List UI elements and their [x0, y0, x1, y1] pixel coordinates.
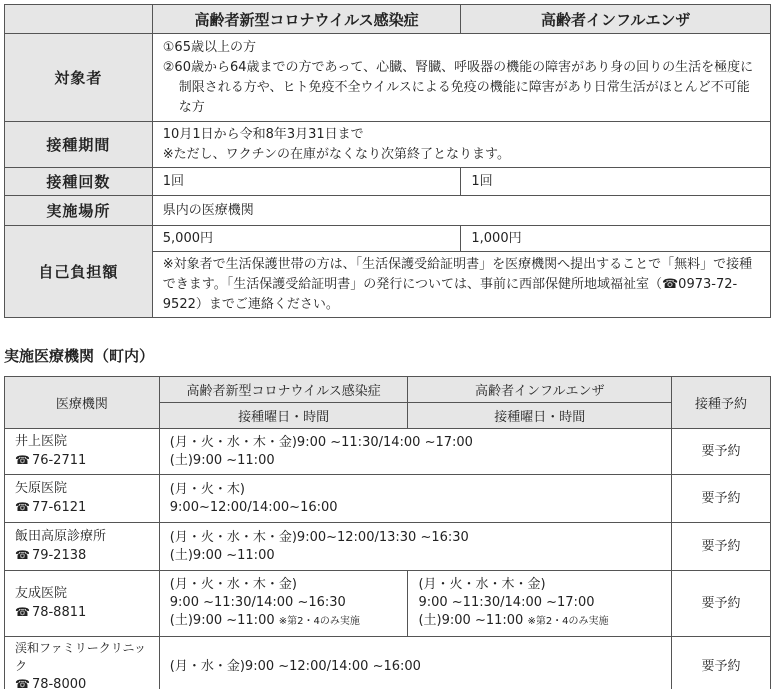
hours-line-2: 9:00 ~11:30/14:00 ~16:30 [169, 595, 346, 610]
count-covid: 1回 [152, 168, 461, 196]
header-sub-covid: 接種曜日・時間 [159, 403, 408, 429]
header-flu-clinic: 高齢者インフルエンザ [408, 377, 672, 403]
hours-line-1: (月・火・水・木・金) [418, 577, 546, 592]
hours-note: ※第2・4のみ実施 [527, 616, 609, 627]
header-flu: 高齢者インフルエンザ [461, 5, 771, 34]
table-row [5, 429, 771, 475]
clinic-name: 井上医院 [15, 434, 68, 449]
hours-note: ※第2・4のみ実施 [278, 616, 360, 627]
clinic-tel: 78-8811 [31, 605, 87, 620]
clinic-cell [5, 571, 160, 637]
count-flu: 1回 [461, 168, 771, 196]
target-line-1: ①65歳以上の方 [162, 39, 256, 55]
clinic-tel: 78-8000 [31, 677, 87, 689]
hours-cell [159, 523, 671, 571]
reserve-cell: 要予約 [672, 475, 771, 523]
hours-line-2: (土)9:00 ~11:00 [169, 452, 275, 468]
clinic-name: 友成医院 [15, 586, 68, 601]
phone-icon: ☎ [15, 500, 30, 514]
hours-line-1: (月・火・木) [169, 481, 245, 497]
vaccination-info-table [4, 4, 771, 318]
hours-line-3: (土)9:00 ~11:00 [169, 613, 275, 628]
hours-line-2: (土)9:00 ~11:00 [169, 547, 275, 563]
clinic-tel: 79-2138 [31, 548, 87, 563]
clinic-cell [5, 475, 160, 523]
hours-line-1: (月・火・水・木・金)9:00~12:00/13:30 ~16:30 [169, 529, 469, 545]
period-value [152, 122, 770, 168]
hours-line-1: (月・火・水・木・金)9:00 ~11:30/14:00 ~17:00 [169, 434, 473, 450]
clinic-name: 渓和ファミリークリニック [15, 641, 147, 673]
header-reserve: 接種予約 [672, 377, 771, 429]
table-row [5, 637, 771, 689]
cost-flu: 1,000円 [461, 226, 771, 252]
section-title: 実施医療機関（町内） [4, 347, 155, 365]
hours-cell [159, 637, 671, 689]
header-clinic: 医療機関 [5, 377, 160, 429]
table-row [5, 571, 771, 637]
target-value [152, 34, 770, 122]
hours-cell [159, 429, 671, 475]
phone-icon: ☎ [15, 453, 30, 467]
period-line-1: 10月1日から令和8年3月31日まで [162, 126, 364, 142]
cost-label: 自己負担額 [5, 226, 153, 318]
hours-cell [159, 475, 671, 523]
header-blank [5, 5, 153, 34]
hours-line-2: 9:00 ~11:30/14:00 ~17:00 [418, 595, 595, 610]
place-value: 県内の医療機関 [152, 196, 770, 226]
reserve-cell: 要予約 [672, 523, 771, 571]
hours-line-2: 9:00~12:00/14:00~16:00 [169, 499, 338, 515]
target-label: 対象者 [5, 34, 153, 122]
phone-icon: ☎ [15, 548, 30, 562]
clinic-cell [5, 637, 160, 689]
clinic-tel: 77-6121 [31, 500, 87, 515]
hours-cell-covid [159, 571, 408, 637]
clinic-name: 矢原医院 [15, 481, 68, 496]
clinic-table [4, 376, 771, 689]
count-label: 接種回数 [5, 168, 153, 196]
place-label: 実施場所 [5, 196, 153, 226]
header-covid: 高齢者新型コロナウイルス感染症 [152, 5, 461, 34]
clinic-name: 飯田高原診療所 [15, 529, 107, 544]
hours-line-1: (月・水・金)9:00 ~12:00/14:00 ~16:00 [169, 658, 421, 674]
cost-note: ※対象者で生活保護世帯の方は、「生活保護受給証明書」を医療機関へ提出することで「無料」で接種できます。「生活保護受給証明書」の発行については、事前に西部保健所地域福祉室（☎0973-72-9522）までご連絡ください。 [152, 252, 770, 318]
clinic-cell [5, 429, 160, 475]
phone-icon: ☎ [15, 605, 30, 619]
target-line-2: ②60歳から64歳までの方であって、心臓、腎臓、呼吸器の機能の障害があり身の回りの生活を極度に制限される方や、ヒト免疫不全ウイルスによる免疫の機能に障害があり日常生活がほとんど不可能な方 [162, 59, 754, 115]
hours-line-3: (土)9:00 ~11:00 [418, 613, 524, 628]
period-line-2: ※ただし、ワクチンの在庫がなくなり次第終了となります。 [162, 146, 510, 162]
phone-icon: ☎ [15, 677, 30, 689]
cost-covid: 5,000円 [152, 226, 461, 252]
reserve-cell: 要予約 [672, 637, 771, 689]
hours-line-1: (月・火・水・木・金) [169, 577, 297, 592]
reserve-cell: 要予約 [672, 429, 771, 475]
header-sub-flu: 接種曜日・時間 [408, 403, 672, 429]
reserve-cell: 要予約 [672, 571, 771, 637]
clinic-tel: 76-2711 [31, 453, 87, 468]
clinic-cell [5, 523, 160, 571]
header-covid-clinic: 高齢者新型コロナウイルス感染症 [159, 377, 408, 403]
period-label: 接種期間 [5, 122, 153, 168]
hours-cell-flu [408, 571, 672, 637]
table-row [5, 475, 771, 523]
table-row [5, 523, 771, 571]
